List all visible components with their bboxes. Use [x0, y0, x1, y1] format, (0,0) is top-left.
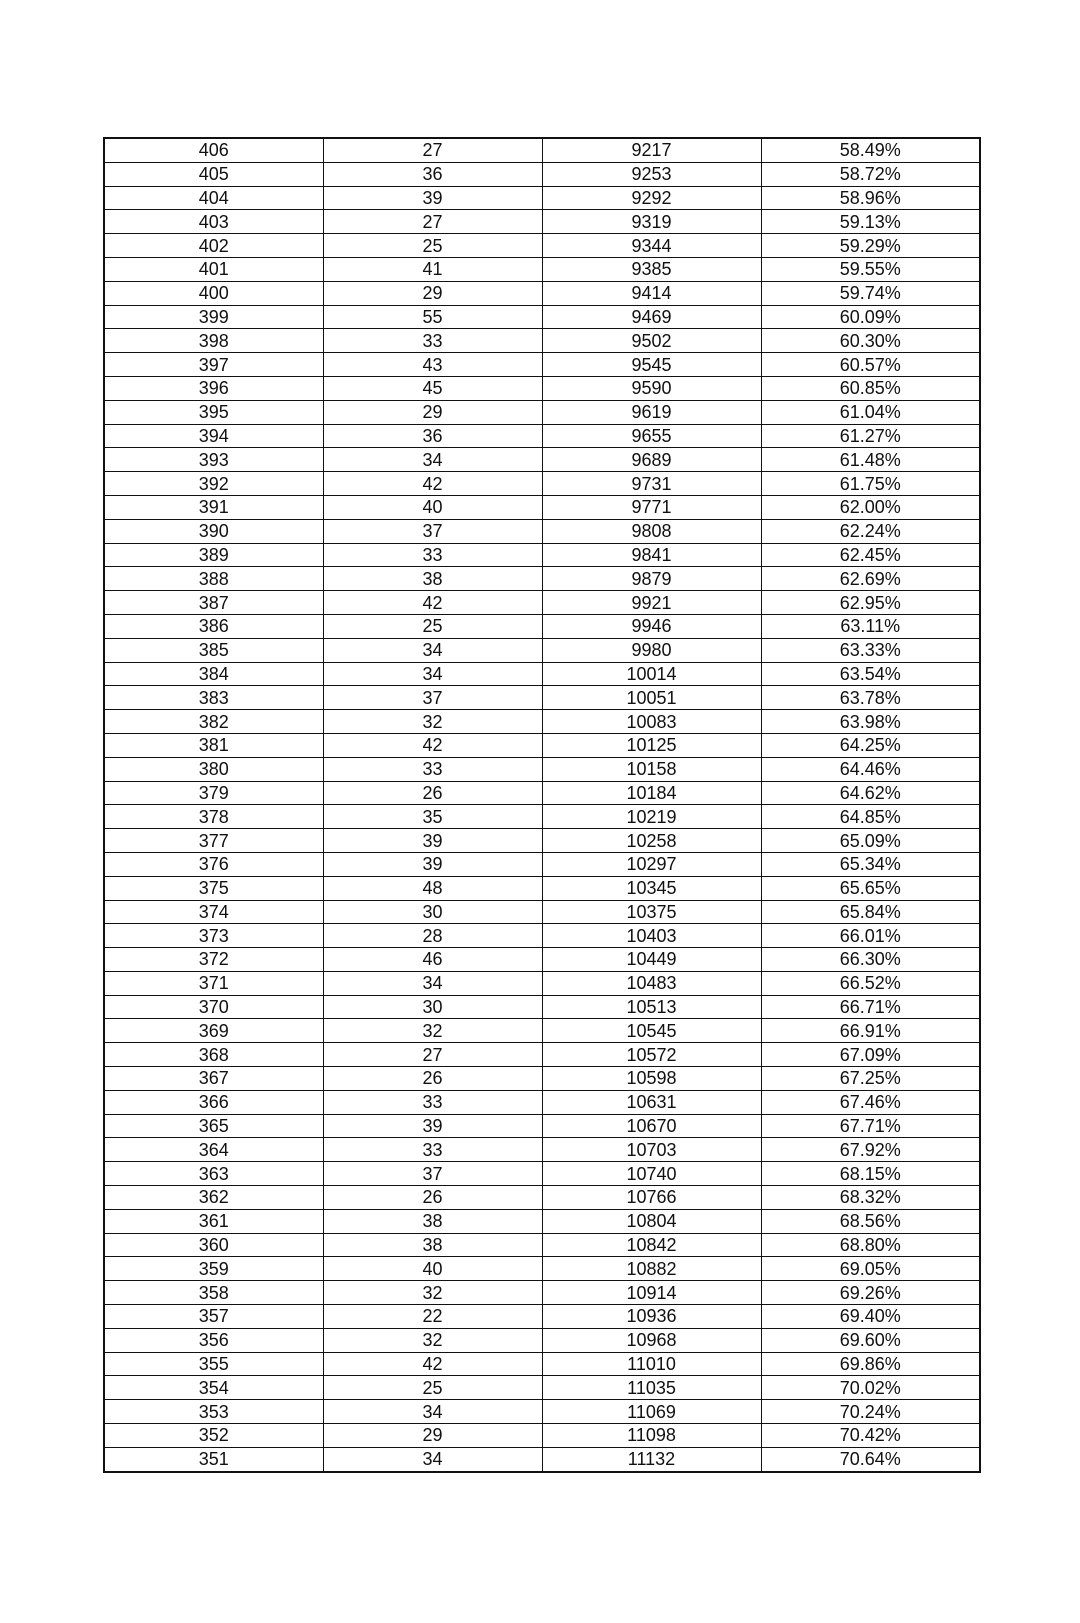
score-cell: 391 [104, 495, 323, 519]
score-cell: 370 [104, 995, 323, 1019]
table-row [104, 1043, 980, 1067]
count-cell: 29 [323, 1424, 542, 1448]
score-cell: 401 [104, 257, 323, 281]
cumulative-count-cell: 10842 [542, 1233, 761, 1257]
cumulative-percent-cell: 59.13% [761, 210, 980, 234]
score-cell: 352 [104, 1424, 323, 1448]
score-cell: 372 [104, 948, 323, 972]
table-row [104, 1233, 980, 1257]
cumulative-count-cell: 11132 [542, 1447, 761, 1471]
document-page [103, 137, 981, 1473]
score-cell: 377 [104, 829, 323, 853]
cumulative-percent-cell: 68.15% [761, 1162, 980, 1186]
cumulative-percent-cell: 70.24% [761, 1400, 980, 1424]
table-row [104, 1209, 980, 1233]
score-cell: 353 [104, 1400, 323, 1424]
table-row [104, 614, 980, 638]
count-cell: 33 [323, 1138, 542, 1162]
score-cell: 351 [104, 1447, 323, 1471]
table-row [104, 591, 980, 615]
table-row [104, 543, 980, 567]
score-cell: 360 [104, 1233, 323, 1257]
count-cell: 39 [323, 829, 542, 853]
cumulative-percent-cell: 65.09% [761, 829, 980, 853]
cumulative-count-cell: 10345 [542, 876, 761, 900]
score-cell: 375 [104, 876, 323, 900]
table-row [104, 971, 980, 995]
score-cell: 365 [104, 1114, 323, 1138]
cumulative-percent-cell: 69.86% [761, 1352, 980, 1376]
cumulative-count-cell: 9841 [542, 543, 761, 567]
table-row [104, 1352, 980, 1376]
table-row [104, 900, 980, 924]
cumulative-count-cell: 9879 [542, 567, 761, 591]
cumulative-percent-cell: 62.45% [761, 543, 980, 567]
cumulative-percent-cell: 70.64% [761, 1447, 980, 1471]
cumulative-percent-cell: 67.25% [761, 1067, 980, 1091]
score-cell: 369 [104, 1019, 323, 1043]
cumulative-count-cell: 9946 [542, 614, 761, 638]
cumulative-count-cell: 9292 [542, 186, 761, 210]
table-row [104, 448, 980, 472]
table-row [104, 1114, 980, 1138]
cumulative-percent-cell: 65.84% [761, 900, 980, 924]
cumulative-count-cell: 9731 [542, 472, 761, 496]
score-cell: 405 [104, 162, 323, 186]
table-row [104, 852, 980, 876]
table-row [104, 805, 980, 829]
table-row [104, 305, 980, 329]
score-cell: 392 [104, 472, 323, 496]
cumulative-percent-cell: 64.25% [761, 733, 980, 757]
cumulative-count-cell: 9590 [542, 376, 761, 400]
count-cell: 42 [323, 591, 542, 615]
table-row [104, 638, 980, 662]
table-row [104, 519, 980, 543]
table-row [104, 1162, 980, 1186]
table-row [104, 733, 980, 757]
table-row [104, 281, 980, 305]
cumulative-count-cell: 10219 [542, 805, 761, 829]
score-cell: 356 [104, 1328, 323, 1352]
score-cell: 389 [104, 543, 323, 567]
cumulative-count-cell: 10158 [542, 757, 761, 781]
cumulative-percent-cell: 64.62% [761, 781, 980, 805]
score-cell: 393 [104, 448, 323, 472]
cumulative-count-cell: 9217 [542, 138, 761, 162]
count-cell: 35 [323, 805, 542, 829]
cumulative-count-cell: 10014 [542, 662, 761, 686]
cumulative-percent-cell: 69.05% [761, 1257, 980, 1281]
count-cell: 26 [323, 1067, 542, 1091]
cumulative-percent-cell: 66.30% [761, 948, 980, 972]
cumulative-count-cell: 9771 [542, 495, 761, 519]
score-cell: 355 [104, 1352, 323, 1376]
cumulative-percent-cell: 58.96% [761, 186, 980, 210]
cumulative-percent-cell: 66.71% [761, 995, 980, 1019]
score-cell: 384 [104, 662, 323, 686]
score-cell: 363 [104, 1162, 323, 1186]
table-row [104, 138, 980, 162]
score-cell: 357 [104, 1305, 323, 1329]
table-row [104, 1305, 980, 1329]
cumulative-percent-cell: 67.71% [761, 1114, 980, 1138]
cumulative-percent-cell: 61.48% [761, 448, 980, 472]
table-row [104, 995, 980, 1019]
cumulative-count-cell: 10631 [542, 1090, 761, 1114]
count-cell: 40 [323, 495, 542, 519]
cumulative-count-cell: 9655 [542, 424, 761, 448]
cumulative-count-cell: 9469 [542, 305, 761, 329]
score-cell: 362 [104, 1186, 323, 1210]
count-cell: 27 [323, 1043, 542, 1067]
count-cell: 40 [323, 1257, 542, 1281]
table-row [104, 1090, 980, 1114]
cumulative-percent-cell: 60.85% [761, 376, 980, 400]
table-row [104, 1447, 980, 1471]
count-cell: 30 [323, 900, 542, 924]
table-row [104, 757, 980, 781]
count-cell: 38 [323, 1233, 542, 1257]
score-cell: 354 [104, 1376, 323, 1400]
count-cell: 34 [323, 448, 542, 472]
count-cell: 34 [323, 971, 542, 995]
table-row [104, 948, 980, 972]
cumulative-percent-cell: 60.57% [761, 353, 980, 377]
cumulative-count-cell: 10545 [542, 1019, 761, 1043]
score-cell: 406 [104, 138, 323, 162]
table-row [104, 1424, 980, 1448]
count-cell: 55 [323, 305, 542, 329]
score-cell: 397 [104, 353, 323, 377]
score-cell: 367 [104, 1067, 323, 1091]
cumulative-percent-cell: 67.09% [761, 1043, 980, 1067]
count-cell: 30 [323, 995, 542, 1019]
count-cell: 39 [323, 852, 542, 876]
table-row [104, 1138, 980, 1162]
score-cell: 390 [104, 519, 323, 543]
cumulative-count-cell: 10513 [542, 995, 761, 1019]
table-row [104, 1376, 980, 1400]
count-cell: 36 [323, 162, 542, 186]
cumulative-count-cell: 10968 [542, 1328, 761, 1352]
cumulative-percent-cell: 62.69% [761, 567, 980, 591]
count-cell: 26 [323, 781, 542, 805]
count-cell: 25 [323, 234, 542, 258]
cumulative-percent-cell: 66.91% [761, 1019, 980, 1043]
count-cell: 33 [323, 329, 542, 353]
cumulative-count-cell: 10882 [542, 1257, 761, 1281]
cumulative-percent-cell: 63.98% [761, 710, 980, 734]
cumulative-count-cell: 10670 [542, 1114, 761, 1138]
cumulative-percent-cell: 62.95% [761, 591, 980, 615]
cumulative-percent-cell: 63.78% [761, 686, 980, 710]
table-row [104, 1186, 980, 1210]
cumulative-percent-cell: 70.02% [761, 1376, 980, 1400]
table-row [104, 1281, 980, 1305]
table-row [104, 781, 980, 805]
cumulative-percent-cell: 63.54% [761, 662, 980, 686]
cumulative-percent-cell: 59.55% [761, 257, 980, 281]
table-row [104, 1400, 980, 1424]
cumulative-percent-cell: 60.09% [761, 305, 980, 329]
table-row [104, 400, 980, 424]
cumulative-percent-cell: 65.34% [761, 852, 980, 876]
cumulative-percent-cell: 69.26% [761, 1281, 980, 1305]
table-row [104, 1328, 980, 1352]
score-cell: 359 [104, 1257, 323, 1281]
count-cell: 29 [323, 400, 542, 424]
score-cell: 403 [104, 210, 323, 234]
score-cell: 376 [104, 852, 323, 876]
cumulative-percent-cell: 59.74% [761, 281, 980, 305]
count-cell: 32 [323, 1281, 542, 1305]
score-cell: 385 [104, 638, 323, 662]
count-cell: 32 [323, 1019, 542, 1043]
cumulative-count-cell: 9344 [542, 234, 761, 258]
score-cell: 358 [104, 1281, 323, 1305]
score-cell: 366 [104, 1090, 323, 1114]
cumulative-percent-cell: 63.33% [761, 638, 980, 662]
count-cell: 48 [323, 876, 542, 900]
table-row [104, 424, 980, 448]
table-row [104, 329, 980, 353]
cumulative-count-cell: 10483 [542, 971, 761, 995]
score-cell: 374 [104, 900, 323, 924]
cumulative-count-cell: 10449 [542, 948, 761, 972]
cumulative-count-cell: 10083 [542, 710, 761, 734]
cumulative-percent-cell: 69.40% [761, 1305, 980, 1329]
score-cell: 396 [104, 376, 323, 400]
count-cell: 28 [323, 924, 542, 948]
table-row [104, 234, 980, 258]
cumulative-count-cell: 10804 [542, 1209, 761, 1233]
count-cell: 27 [323, 210, 542, 234]
cumulative-count-cell: 9502 [542, 329, 761, 353]
cumulative-count-cell: 11010 [542, 1352, 761, 1376]
score-cell: 373 [104, 924, 323, 948]
cumulative-count-cell: 10598 [542, 1067, 761, 1091]
cumulative-count-cell: 10703 [542, 1138, 761, 1162]
count-cell: 41 [323, 257, 542, 281]
count-cell: 25 [323, 614, 542, 638]
cumulative-percent-cell: 58.72% [761, 162, 980, 186]
count-cell: 29 [323, 281, 542, 305]
cumulative-percent-cell: 61.04% [761, 400, 980, 424]
cumulative-percent-cell: 65.65% [761, 876, 980, 900]
cumulative-count-cell: 11035 [542, 1376, 761, 1400]
score-cell: 381 [104, 733, 323, 757]
cumulative-percent-cell: 64.46% [761, 757, 980, 781]
cumulative-count-cell: 10051 [542, 686, 761, 710]
score-cell: 368 [104, 1043, 323, 1067]
table-row [104, 924, 980, 948]
table-row [104, 210, 980, 234]
cumulative-count-cell: 10572 [542, 1043, 761, 1067]
count-cell: 27 [323, 138, 542, 162]
table-row [104, 495, 980, 519]
score-cell: 387 [104, 591, 323, 615]
score-cell: 404 [104, 186, 323, 210]
cumulative-count-cell: 9545 [542, 353, 761, 377]
table-row [104, 567, 980, 591]
table-row [104, 186, 980, 210]
table-row [104, 353, 980, 377]
count-cell: 32 [323, 1328, 542, 1352]
table-row [104, 1019, 980, 1043]
cumulative-percent-cell: 69.60% [761, 1328, 980, 1352]
cumulative-count-cell: 10375 [542, 900, 761, 924]
count-cell: 22 [323, 1305, 542, 1329]
score-cell: 400 [104, 281, 323, 305]
cumulative-percent-cell: 63.11% [761, 614, 980, 638]
cumulative-count-cell: 10184 [542, 781, 761, 805]
score-cell: 386 [104, 614, 323, 638]
cumulative-count-cell: 9385 [542, 257, 761, 281]
count-cell: 37 [323, 1162, 542, 1186]
score-distribution-table [103, 137, 981, 1473]
table-row [104, 376, 980, 400]
cumulative-count-cell: 9414 [542, 281, 761, 305]
cumulative-count-cell: 11069 [542, 1400, 761, 1424]
score-cell: 371 [104, 971, 323, 995]
cumulative-percent-cell: 68.56% [761, 1209, 980, 1233]
cumulative-count-cell: 10914 [542, 1281, 761, 1305]
count-cell: 33 [323, 543, 542, 567]
cumulative-count-cell: 9319 [542, 210, 761, 234]
count-cell: 43 [323, 353, 542, 377]
cumulative-percent-cell: 59.29% [761, 234, 980, 258]
count-cell: 37 [323, 519, 542, 543]
table-row [104, 876, 980, 900]
count-cell: 39 [323, 186, 542, 210]
cumulative-count-cell: 9619 [542, 400, 761, 424]
cumulative-percent-cell: 62.24% [761, 519, 980, 543]
count-cell: 45 [323, 376, 542, 400]
cumulative-percent-cell: 62.00% [761, 495, 980, 519]
score-cell: 383 [104, 686, 323, 710]
count-cell: 34 [323, 1400, 542, 1424]
count-cell: 32 [323, 710, 542, 734]
cumulative-percent-cell: 68.32% [761, 1186, 980, 1210]
table-row [104, 710, 980, 734]
score-cell: 399 [104, 305, 323, 329]
count-cell: 34 [323, 1447, 542, 1471]
score-cell: 382 [104, 710, 323, 734]
score-cell: 394 [104, 424, 323, 448]
cumulative-percent-cell: 58.49% [761, 138, 980, 162]
cumulative-count-cell: 10766 [542, 1186, 761, 1210]
cumulative-percent-cell: 70.42% [761, 1424, 980, 1448]
score-cell: 364 [104, 1138, 323, 1162]
cumulative-percent-cell: 66.01% [761, 924, 980, 948]
cumulative-percent-cell: 66.52% [761, 971, 980, 995]
table-row [104, 162, 980, 186]
table-row [104, 829, 980, 853]
cumulative-count-cell: 10936 [542, 1305, 761, 1329]
cumulative-percent-cell: 68.80% [761, 1233, 980, 1257]
table-row [104, 257, 980, 281]
cumulative-count-cell: 9980 [542, 638, 761, 662]
score-cell: 395 [104, 400, 323, 424]
count-cell: 42 [323, 472, 542, 496]
table-body [104, 138, 980, 1472]
count-cell: 36 [323, 424, 542, 448]
cumulative-percent-cell: 67.92% [761, 1138, 980, 1162]
count-cell: 38 [323, 567, 542, 591]
count-cell: 38 [323, 1209, 542, 1233]
score-cell: 402 [104, 234, 323, 258]
cumulative-percent-cell: 64.85% [761, 805, 980, 829]
cumulative-count-cell: 10125 [542, 733, 761, 757]
cumulative-percent-cell: 61.75% [761, 472, 980, 496]
cumulative-count-cell: 10740 [542, 1162, 761, 1186]
cumulative-count-cell: 9921 [542, 591, 761, 615]
cumulative-count-cell: 9689 [542, 448, 761, 472]
count-cell: 37 [323, 686, 542, 710]
table-row [104, 472, 980, 496]
cumulative-count-cell: 10403 [542, 924, 761, 948]
count-cell: 33 [323, 1090, 542, 1114]
score-cell: 380 [104, 757, 323, 781]
cumulative-count-cell: 10258 [542, 829, 761, 853]
count-cell: 42 [323, 1352, 542, 1376]
cumulative-count-cell: 9253 [542, 162, 761, 186]
score-cell: 361 [104, 1209, 323, 1233]
score-cell: 379 [104, 781, 323, 805]
cumulative-count-cell: 11098 [542, 1424, 761, 1448]
cumulative-count-cell: 10297 [542, 852, 761, 876]
count-cell: 34 [323, 662, 542, 686]
score-cell: 398 [104, 329, 323, 353]
count-cell: 39 [323, 1114, 542, 1138]
score-cell: 378 [104, 805, 323, 829]
cumulative-count-cell: 9808 [542, 519, 761, 543]
cumulative-percent-cell: 61.27% [761, 424, 980, 448]
count-cell: 42 [323, 733, 542, 757]
count-cell: 34 [323, 638, 542, 662]
score-cell: 388 [104, 567, 323, 591]
cumulative-percent-cell: 60.30% [761, 329, 980, 353]
count-cell: 46 [323, 948, 542, 972]
table-row [104, 686, 980, 710]
table-row [104, 1257, 980, 1281]
count-cell: 33 [323, 757, 542, 781]
cumulative-percent-cell: 67.46% [761, 1090, 980, 1114]
count-cell: 26 [323, 1186, 542, 1210]
table-row [104, 1067, 980, 1091]
table-row [104, 662, 980, 686]
count-cell: 25 [323, 1376, 542, 1400]
